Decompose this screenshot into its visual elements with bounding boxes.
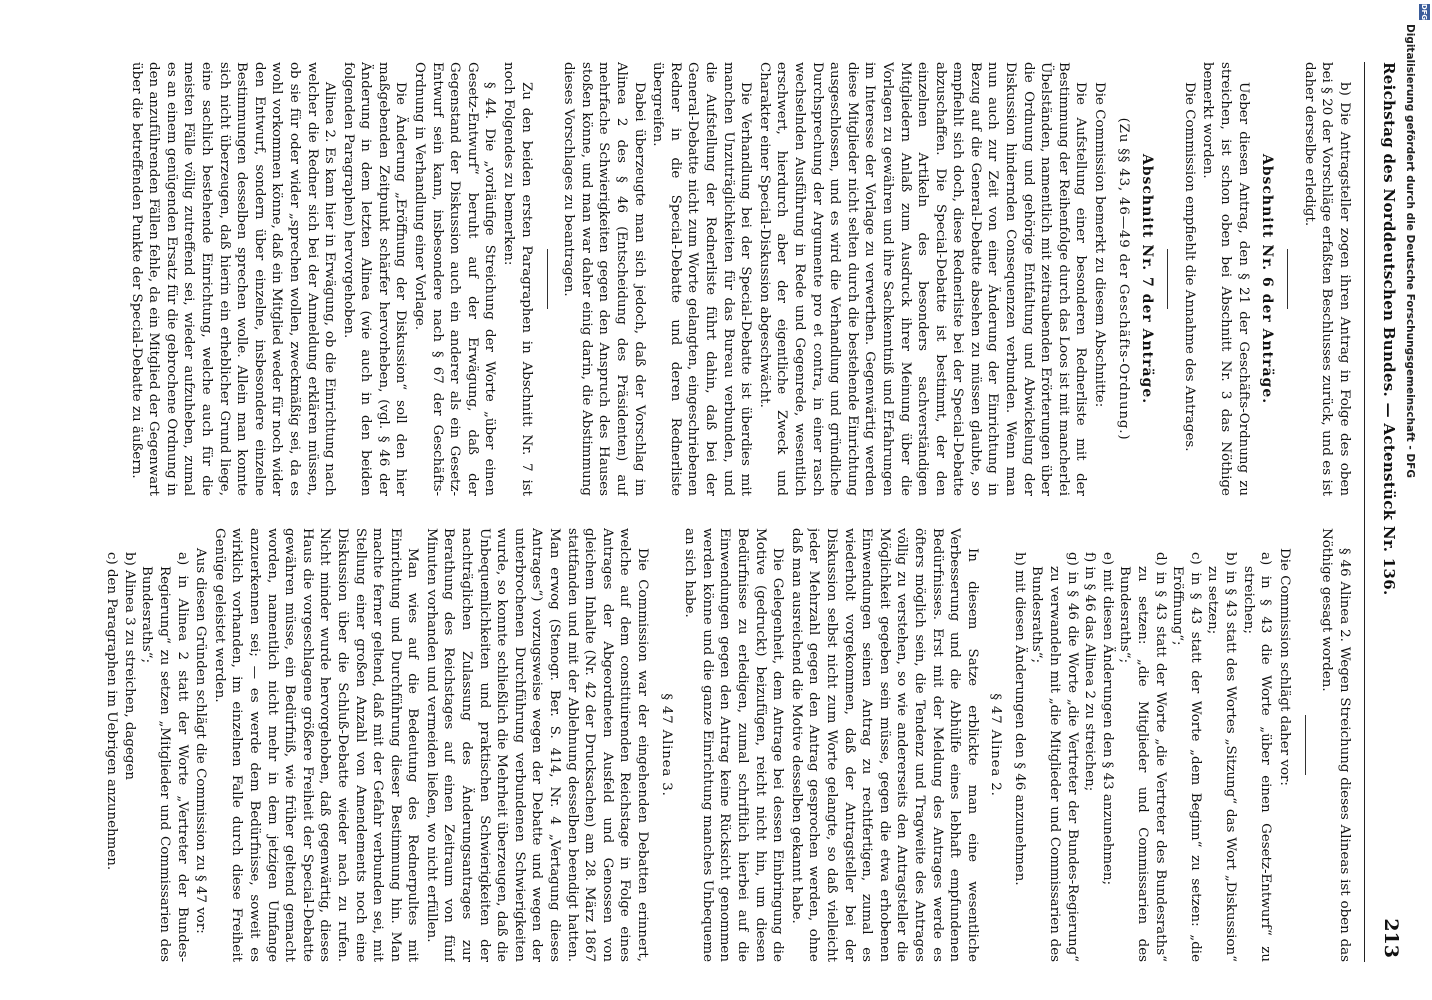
heading-47-alinea-2: § 47 Alinea 2. bbox=[988, 693, 1004, 797]
heading-section-7: Abschnitt Nr. 7 der Anträge. bbox=[1139, 153, 1156, 405]
left-column bbox=[73, 62, 1353, 496]
paragraph-b: b) Die Antragsteller zogen ihren Antrag in Folge des oben bei § 20 der Vorschläge erfaßten Beschlusses zurück, und es ist daher derselbe erledigt. bbox=[1301, 62, 1352, 496]
paragraph: Die Commission schlägt daher vor: bbox=[1276, 548, 1292, 786]
list-item: g) in § 46 die Worte „die Vertreter der Bundes-Regierung“ zu verwandeln mit „die Mitglieder und Commissarien des Bundesraths“; bbox=[1029, 552, 1080, 962]
list-item: h) mit diesen Änderungen den § 46 anzunehmen. bbox=[1011, 552, 1027, 886]
paragraph: Die Aufstellung einer besonderen Rednerliste mit der Bestimmung der Reihenfolge durch das Loos ist mit mancherlei Übelständen, namentlich mit zeitraubenden Erörterungen über die Ordnung und gehörige Entfaltung und Abwickelung der Diskussion hindernden Consequenzen verbunden. Wenn man nun auch zur Zeit von einer Änderung der Einrichtung in Bezug auf die General-Debatte absehen zu müssen glaubte, so empfiehlt sich doch, diese Rednerliste bei der Special-Debatte abzuschaffen. Die Special-Debatte ist bestimmt, der den einzelnen Artikeln des besonders sachverständigen Mitgliedern Anlaß zum Ausdruck ihrer Meinung über die Vorlagen zu gewähren und ihre Sachkenntniß und Erfahrungen im Interesse der Vorlage zu verwerthen. Gegenwärtig werden diese Mitglieder nicht selten durch die bestehende Einrichtung ausgeschlossen, und es wird die Verhandlung und gründliche Durchsprechung der Argumente pro et contra, in einer rasch wechselnden Ausführung in Rede und Gegenrede, wesentlich erschwert, hierdurch aber der eigentliche Zweck und Charakter einer Special-Diskussion abgeschwächt. bbox=[756, 62, 1089, 496]
paragraph: § 44. Die „vorläufige Streichung der Worte „über einen Gesetz-Entwurf“ beruht auf der Erwägung, daß der Gegenstand der Diskussion auch ein anderer als ein Gesetz-Entwurf sein kann, insbesondere nach § 67 der Geschäfts-Ordnung in Verhandlung einer Vorlage. bbox=[412, 62, 498, 496]
dfg-logo: DFG bbox=[1420, 3, 1429, 21]
paragraph: Die Commission bemerkt zu diesem Abschnitte: bbox=[1092, 82, 1108, 408]
page-number: 213 bbox=[1380, 918, 1402, 958]
section-divider bbox=[1305, 715, 1306, 775]
paragraph: Die Gelegenheit, dem Antrage bei dessen Einbringung die Motive (gedruckt) beizufügen, reicht nicht hin, um diesen Bedürfnisse zu erledigen, zumal schriftlich hierbei auf die Einwendungen gegen den Antrag keine Rücksicht genommen werden könne und die ganze Einrichtung manches Unbequeme an sich habe. bbox=[682, 528, 786, 962]
proposal-list-47 bbox=[103, 528, 191, 962]
paragraph: § 46 Alinea 2. Wegen Streichung dieses Alineas ist oben das Nöthige gesagt worden. bbox=[1319, 528, 1352, 962]
subheading-section-7: (Zu §§ 43, 46—49 der Geschäfts-Ordnung.) bbox=[1115, 117, 1131, 441]
list-item: a) in Alinea 2 statt der Worte „Vertreter der Bundes-Regierung“ zu setzen „Mitglieder und Commissarien des Bundesraths“; bbox=[139, 552, 190, 962]
paragraph: Alinea 2. Es kam hier in Erwägung, ob die Einrichtung nach welcher die Redner sich bei der Anmeldung erklären müssen, ob sie für oder wider „sprechen wollen, zweckmäßig sei, da es wohl vorkommen könne, daß ein Mitglied weder für noch wider den Entwurf, sondern über einzelne, insbesondere einzelne Bestimmungen desselben sprechen wolle. Allein man konnte sich nicht überzeugen, daß hierin ein erheblicher Grund liege, eine sachlich bestehende Einrichtung, welche auch für die meisten Fälle völlig zutreffend sei, wieder aufzuheben, zumal es an einem genügenden Ersatz für die gebrochene Ordnung in den anzuführenden Fällen fehle, da ein Mitglied der Gegenwart über die betreffenden Punkte der Special-Debatte zu äußern. bbox=[128, 62, 338, 496]
running-title: Reichstag des Norddeutschen Bundes. — Actenstück Nr. 136. bbox=[1380, 62, 1398, 596]
paragraph: Die Änderung „Eröffnung der Diskussion“ soll den hier maßgebenden Zeitpunkt schärfer hervorheben, (vgl. § 46 der Änderung in dem letzten Alinea (wie auch in den beiden folgenden Paragraphen) hervorgehoben. bbox=[340, 62, 409, 496]
right-column bbox=[73, 528, 1353, 962]
paragraph: In diesem Satze erblickte man eine wesentliche Verbesserung und die Abhülfe eines lebhaft empfundenen Bedürfnisses. Erst mit der Meldung des Antrages werde es öfters möglich sein, die Tendenz und Tragweite des Antrages völlig zu verstehen, so wie andererseits den Antragsteller die Möglichkeit gegeben sein müsse, gegen die etwa erhobenen Einwendungen seinen Antrag zu rechtfertigen, zumal es wiederholt vorgekommen, daß der Antragsteller bei der Diskussion selbst nicht zum Worte gelangte, so daß vielleicht jeder Mehrzahl gegen den Antrag gesprochen werden, ohne daß man ausreichend die Motive desselben gekannt habe. bbox=[788, 528, 980, 962]
list-item: d) in § 43 statt der Worte „die Vertreter des Bundesraths“ zu setzen: „die Mitglieder und Commissarien des Bundesraths“; bbox=[1117, 552, 1168, 962]
paragraph: Die Commission war der eingehenden Debatten erinnert, welche auf dem constituirenden Reichstage in Folge eines Antrages der Abgeordneten Ausfeld und Genossen von gleichem Inhalte (Nr. 42 der Drucksachen) am 28. März 1867 stattfanden und mit der Ablehnung desselben beendigt hatten. Man erwog (Stenogr. Ber. S. 414, Nr. 4 „Vertagung dieses Antrages“) vorzugsweise wegen der Debatte und wegen der unterbrochenen Durchführung verbundenen Schwierigkeiten wurde, so konnte schließlich die Mehrheit überzeugen, daß die Unbequemlichkeiten und praktischen Schwierigkeiten der nachträglichen Zulassung des Änderungsantrages zur Berathung des Reichstages auf einen Zeitraum von fünf Minuten vorhanden und vermeiden ließen, wo nicht erfüllen. bbox=[423, 528, 651, 962]
list-item: c) den Paragraphen im Uebrigen anzunehmen. bbox=[104, 552, 120, 871]
text-columns bbox=[73, 62, 1353, 962]
digitization-note: Digitalisierung gefördert durch die Deutsche Forschungsgemeinschaft - DFG bbox=[1404, 24, 1416, 478]
page-header bbox=[1364, 62, 1405, 962]
paragraph: Man wies auf die Bedeutung des Rednerpultes mit Einrichtung und Durchführung dieser Bestimmung hin. Man machte ferner geltend, daß mit der Gefahr verbunden sei, mit Stellung einer großen Anzahl von Amendements noch eine Diskussion über die Schluß-Debatte wieder nach zu rufen. Nicht minder wurde hervorgehoben, daß gegenwärtig, dieses Haus die vorgeschlagene größere Freiheit der Special-Debatte gewähren müsse, ein Bedürfniß, wie früher geltend gemacht worden, namentlich nicht mehr in dem jetzigen Umfange anzuerkennen sei; — es werde dem Bedürfnisse, soweit es wirklich vorhanden, im einzelnen Falle durch diese Freiheit Genüge geleistet werden. bbox=[211, 528, 421, 962]
paragraph: Dabei überzeugte man sich jedoch, daß der Vorschlag im Alinea 2 des § 46 (Entscheidung des Präsidenten) auf mehrfache Schwierigkeiten gegen den Anspruch des Hauses stoßen könne, und man war daher einig darin, die Abstimmung dieses Vorschlages zu beantragen. bbox=[561, 62, 647, 496]
list-item: f) in § 46 das Alinea 2 zu streichen; bbox=[1082, 552, 1098, 792]
list-item: b) Alinea 3 zu streichen, dagegen bbox=[121, 552, 137, 781]
heading-47-alinea-3: § 47 Alinea 3. bbox=[658, 693, 674, 797]
list-item: a) in § 43 die Worte „über einen Gesetz-Entwurf“ zu streichen; bbox=[1240, 552, 1274, 962]
list-item: e) mit diesen Änderungen den § 43 anzunehmen; bbox=[1099, 552, 1115, 886]
paragraph: Aus diesen Gründen schlägt die Commission zu § 47 vor: bbox=[193, 548, 209, 934]
document-page bbox=[65, 62, 1405, 962]
heading-section-6: Abschnitt Nr. 6 der Anträge. bbox=[1259, 153, 1276, 405]
list-item: b) in § 43 statt des Wortes „Sitzung“ das Wort „Diskussion“ zu setzen; bbox=[1205, 552, 1239, 962]
paragraph: Die Commission empfiehlt die Annahme des Antrages. bbox=[1181, 82, 1197, 452]
section-divider bbox=[547, 249, 548, 309]
section-divider bbox=[1287, 249, 1288, 309]
paragraph: Zu den beiden ersten Paragraphen in Abschnitt Nr. 7 ist noch Folgendes zu bemerken: bbox=[501, 62, 534, 496]
list-item: c) in § 43 statt der Worte „dem Beginn“ zu setzen: „die Eröffnung“; bbox=[1170, 552, 1203, 962]
paragraph: Die Verhandlung bei der Special-Debatte ist überdies mit manchen Unzuträglichkeiten für das Bureau verbunden, und die Aufstellung der Rednerliste führt dahin, daß bei der General-Debatte nicht zum Worte gelangten, eingeschriebenen Redner in die Special-Debatte und deren Rednerliste übergreifen. bbox=[650, 62, 754, 496]
paragraph: Ueber diesen Antrag, den § 21 der Geschäfts-Ordnung zu streichen, ist schon oben bei Abschnitt Nr. 3 das Nöthige bemerkt worden. bbox=[1200, 62, 1251, 496]
section-divider bbox=[1167, 249, 1168, 309]
proposal-list bbox=[1010, 528, 1274, 962]
